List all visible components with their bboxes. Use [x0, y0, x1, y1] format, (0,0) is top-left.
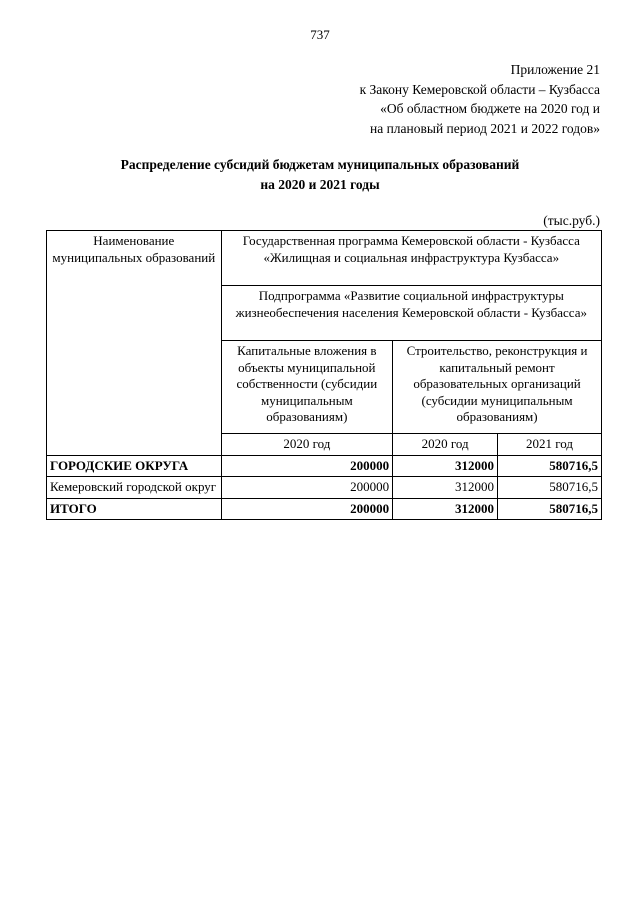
- title-line: Распределение субсидий бюджетам муниципальных образований: [120, 157, 520, 172]
- subsidy-table: [46, 230, 602, 520]
- header-state-program: Государственная программа Кемеровской области - Кузбасса «Жилищная и социальная инфраструктура Кузбасса»: [221, 231, 601, 286]
- table-row: [47, 455, 602, 477]
- header-year: 2020 год: [221, 434, 392, 456]
- row-value: 200000: [221, 498, 392, 520]
- row-value: 200000: [221, 477, 392, 499]
- title-line: на 2020 и 2021 годы: [260, 176, 380, 192]
- appendix-line: к Закону Кемеровской области – Кузбасса: [359, 81, 600, 97]
- table-row: [47, 498, 602, 520]
- header-capital-investments: Капитальные вложения в объекты муниципальной собственности (субсидии муниципальным образованиям): [221, 341, 392, 434]
- row-value: 312000: [393, 455, 498, 477]
- row-value: 580716,5: [498, 455, 602, 477]
- row-value: 312000: [393, 477, 498, 499]
- row-value: 580716,5: [498, 498, 602, 520]
- header-subprogram: Подпрограмма «Развитие социальной инфраструктуры жизнеобеспечения населения Кемеровской области - Кузбасса»: [221, 286, 601, 341]
- header-year: 2021 год: [498, 434, 602, 456]
- appendix-line: Приложение 21: [510, 62, 600, 77]
- header-construction: Строительство, реконструкция и капитальный ремонт образовательных организаций (субсидии муниципальным образованиям): [393, 341, 602, 434]
- table-row: [47, 477, 602, 499]
- row-value: 200000: [221, 455, 392, 477]
- header-year: 2020 год: [393, 434, 498, 456]
- row-name: ГОРОДСКИЕ ОКРУГА: [47, 455, 222, 477]
- header-municipality-name: Наименование муниципальных образований: [47, 231, 222, 456]
- row-name: ИТОГО: [47, 498, 222, 520]
- units-label: (тыс.руб.): [543, 213, 600, 228]
- row-value: 580716,5: [498, 477, 602, 499]
- appendix-reference: [360, 60, 600, 138]
- appendix-line: «Об областном бюджете на 2020 год и: [380, 101, 600, 116]
- appendix-line: на плановый период 2021 и 2022 годов»: [369, 120, 600, 136]
- row-name: Кемеровский городской округ: [47, 477, 222, 499]
- document-title: [0, 155, 640, 194]
- row-value: 312000: [393, 498, 498, 520]
- page-number: 737: [310, 27, 330, 42]
